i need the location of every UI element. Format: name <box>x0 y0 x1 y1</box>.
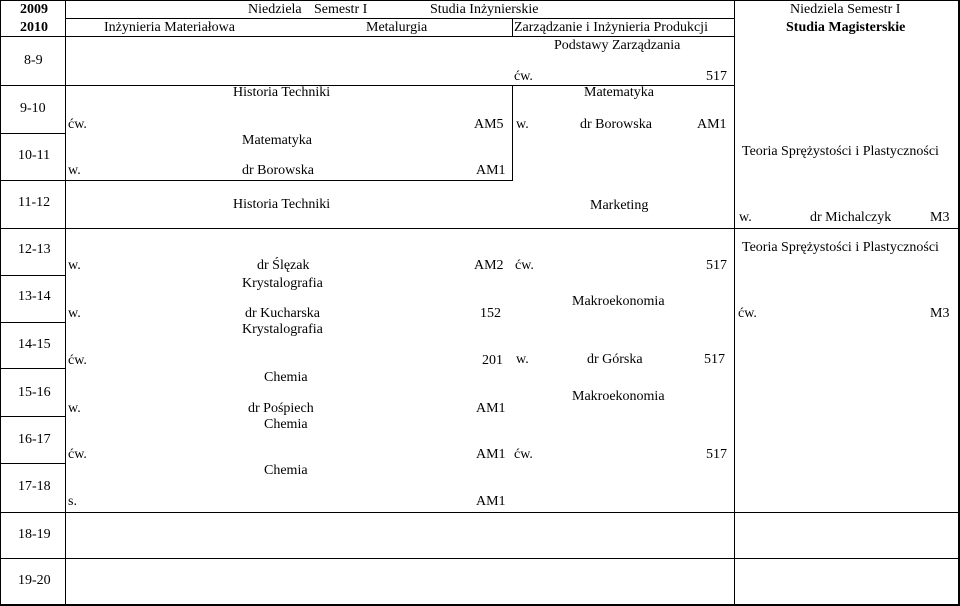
class-room: AM5 <box>474 117 504 132</box>
class-type: w. <box>68 306 81 321</box>
kierunek-metalurgia: Metalurgia <box>366 20 428 35</box>
line-after-12-13 <box>0 275 66 276</box>
header-bottom-line <box>0 36 735 37</box>
class-type: w. <box>68 258 81 273</box>
hour-label: 13-14 <box>18 289 51 304</box>
line-after-10-11-left <box>0 180 513 181</box>
class-room: AM1 <box>476 494 506 509</box>
class-subject: Chemia <box>264 370 308 385</box>
hour-label: 15-16 <box>18 385 51 400</box>
title-semester: Semestr I <box>314 2 368 17</box>
class-subject: Teoria Sprężystości i Plastyczności <box>742 144 939 159</box>
title-studies: Studia Inżynierskie <box>430 2 539 17</box>
year-top: 2009 <box>20 2 48 17</box>
outer-border-top <box>0 0 960 1</box>
class-lecturer: dr Michalczyk <box>810 210 892 225</box>
class-subject: Marketing <box>590 198 649 213</box>
class-subject: Historia Techniki <box>233 197 331 212</box>
kierunek-zarzadzanie: Zarządzanie i Inżynieria Produkcji <box>514 20 708 35</box>
outer-border-left <box>0 0 1 606</box>
class-subject: Matematyka <box>242 133 312 148</box>
class-type: ćw. <box>738 306 757 321</box>
line-after-9-10 <box>0 133 66 134</box>
header-row-line <box>65 18 735 19</box>
class-room: 152 <box>480 306 501 321</box>
class-subject: Chemia <box>264 463 308 478</box>
hour-label: 12-13 <box>18 242 51 257</box>
line-after-14-15 <box>0 368 66 369</box>
class-lecturer: dr Borowska <box>242 163 314 178</box>
class-lecturer: dr Ślęzak <box>257 258 310 273</box>
class-subject: Historia Techniki <box>233 85 331 100</box>
class-room: AM1 <box>697 117 727 132</box>
magisterskie-column-divider <box>734 0 735 606</box>
class-type: w. <box>739 210 752 225</box>
class-subject: Krystalografia <box>242 322 323 337</box>
class-room: AM2 <box>474 258 504 273</box>
class-room: 517 <box>706 69 727 84</box>
hour-label: 8-9 <box>24 53 43 68</box>
class-type: ćw. <box>68 117 87 132</box>
class-type: w. <box>516 352 529 367</box>
class-lecturer: dr Kucharska <box>245 306 321 321</box>
line-after-18-19 <box>0 558 960 559</box>
class-subject: Makroekonomia <box>572 294 665 309</box>
class-room: AM1 <box>476 163 506 178</box>
class-room: 517 <box>706 258 727 273</box>
line-after-13-14 <box>0 322 66 323</box>
hour-label: 11-12 <box>18 195 51 210</box>
magisterskie-title: Niedziela Semestr I <box>790 2 901 17</box>
class-subject: Teoria Sprężystości i Plastyczności <box>742 240 939 255</box>
class-type: ćw. <box>514 69 533 84</box>
hour-label: 18-19 <box>18 527 51 542</box>
class-lecturer: dr Pośpiech <box>248 401 314 416</box>
class-lecturer: dr Górska <box>587 352 643 367</box>
class-subject: Chemia <box>264 417 308 432</box>
class-type: s. <box>68 494 77 509</box>
line-after-16-17 <box>0 463 66 464</box>
class-room: M3 <box>930 210 950 225</box>
line-after-17-18 <box>0 512 960 513</box>
hour-column-divider <box>65 0 66 606</box>
hour-label: 10-11 <box>18 148 51 163</box>
class-room: AM1 <box>476 401 506 416</box>
class-subject: Matematyka <box>584 85 654 100</box>
class-type: ćw. <box>515 258 534 273</box>
class-lecturer: dr Borowska <box>580 117 652 132</box>
title-day: Niedziela <box>248 2 302 17</box>
inz-zip-divider-top <box>512 18 513 36</box>
class-room: AM1 <box>476 447 506 462</box>
class-room: M3 <box>930 306 950 321</box>
line-after-11-12 <box>0 228 960 229</box>
class-room: 201 <box>482 353 503 368</box>
class-type: w. <box>68 401 81 416</box>
class-subject: Makroekonomia <box>572 389 665 404</box>
hour-label: 19-20 <box>18 573 51 588</box>
class-type: w. <box>68 163 81 178</box>
class-type: ćw. <box>68 353 87 368</box>
class-type: ćw. <box>514 447 533 462</box>
hour-label: 17-18 <box>18 479 51 494</box>
class-subject: Podstawy Zarządzania <box>554 38 681 53</box>
hour-label: 9-10 <box>20 101 46 116</box>
inz-zip-divider <box>512 85 513 180</box>
magisterskie-subtitle: Studia Magisterskie <box>786 20 906 35</box>
class-type: ćw. <box>68 447 87 462</box>
class-subject: Krystalografia <box>242 276 323 291</box>
year-bottom: 2010 <box>20 20 48 35</box>
line-after-15-16 <box>0 416 66 417</box>
hour-label: 16-17 <box>18 432 51 447</box>
kierunek-inzynieria-materialowa: Inżynieria Materiałowa <box>104 20 235 35</box>
class-room: 517 <box>706 447 727 462</box>
hour-label: 14-15 <box>18 337 51 352</box>
class-room: 517 <box>704 352 725 367</box>
class-type: w. <box>516 117 529 132</box>
